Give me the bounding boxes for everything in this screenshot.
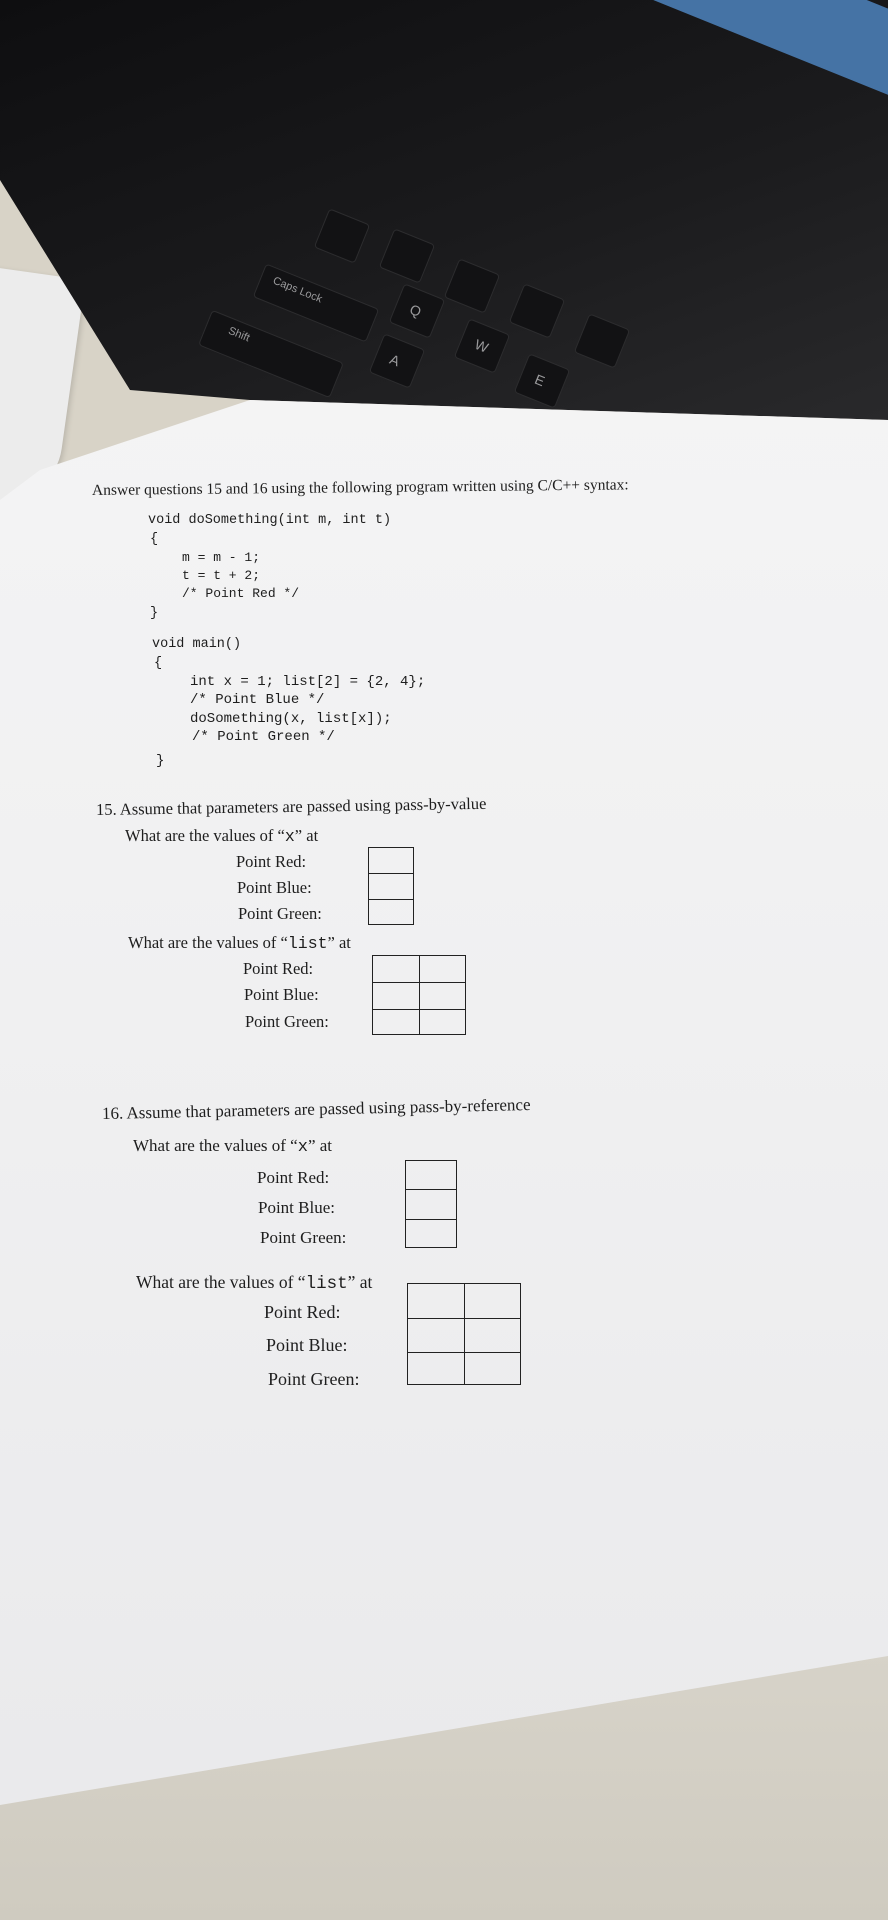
e-key-label: E: [532, 370, 548, 390]
q15-list-answer-box[interactable]: [372, 955, 466, 1035]
prompt-text: ” at: [347, 1272, 373, 1292]
q16-list-point-red-label: Point Red:: [264, 1302, 341, 1322]
code-line: doSomething(x, list[x]);: [190, 711, 392, 727]
code-line: int x = 1; list[2] = {2, 4};: [190, 674, 426, 690]
shift-label: Shift: [226, 324, 252, 345]
grid-line: [464, 1284, 465, 1384]
q16-x-prompt: [133, 1136, 332, 1157]
prompt-text: ” at: [294, 826, 319, 845]
q15-x-point-green-label: Point Green:: [238, 904, 322, 923]
q16-x-point-green-label: Point Green:: [260, 1228, 347, 1247]
variable-name: list: [287, 934, 328, 953]
q16-x-point-red-label: Point Red:: [257, 1168, 330, 1187]
q16-list-answer-box[interactable]: [407, 1283, 521, 1385]
code-line: {: [150, 532, 159, 547]
variable-name: x: [297, 1138, 308, 1157]
grid-line: [419, 956, 420, 1034]
grid-line: [406, 1219, 456, 1220]
q15-title: 15. Assume that parameters are passed using pass-by-value: [95, 793, 487, 819]
code-line: /* Point Red */: [182, 586, 300, 601]
q15-list-point-green-label: Point Green:: [245, 1012, 329, 1031]
variable-name: list: [305, 1274, 348, 1294]
q16-x-answer-box[interactable]: [405, 1160, 457, 1248]
code-line: m = m - 1;: [182, 550, 261, 565]
code-line: t = t + 2;: [182, 568, 261, 583]
q15-list-point-red-label: Point Red:: [243, 959, 314, 978]
prompt-text: ” at: [307, 1136, 333, 1155]
prompt-text: What are the values of “: [125, 826, 285, 845]
code-line: }: [150, 606, 159, 621]
q16-list-point-blue-label: Point Blue:: [266, 1335, 348, 1355]
q15-x-prompt: [125, 826, 318, 846]
prompt-text: What are the values of “: [128, 933, 288, 952]
code-line: /* Point Blue */: [190, 692, 325, 708]
q-key-label: Q: [407, 300, 424, 320]
q15-list-point-blue-label: Point Blue:: [244, 985, 319, 1004]
a-key-label: A: [387, 350, 403, 370]
grid-line: [369, 899, 413, 900]
q15-x-answer-box[interactable]: [368, 847, 414, 925]
prompt-text: What are the values of “: [133, 1136, 298, 1155]
laptop-keyboard: [0, 0, 888, 440]
q16-list-prompt: [136, 1272, 372, 1294]
prompt-text: What are the values of “: [136, 1272, 306, 1292]
code-line: }: [156, 753, 165, 769]
prompt-text: ” at: [327, 933, 351, 952]
intro-text: Answer questions 15 and 16 using the following program written using C/C++ syntax:: [91, 476, 629, 499]
variable-name: x: [284, 827, 295, 846]
q15-x-point-red-label: Point Red:: [236, 852, 307, 871]
code-line: /* Point Green */: [192, 729, 335, 745]
w-key-label: W: [472, 335, 491, 356]
grid-line: [369, 873, 413, 874]
q16-title: 16. Assume that parameters are passed using pass-by-reference: [101, 1095, 531, 1123]
q16-x-point-blue-label: Point Blue:: [258, 1198, 335, 1217]
q16-list-point-green-label: Point Green:: [268, 1369, 360, 1389]
code-line: void main(): [152, 637, 242, 652]
grid-line: [406, 1189, 456, 1190]
caps-lock-label: Caps Lock: [271, 274, 324, 306]
code-line: {: [154, 656, 163, 671]
q15-list-prompt: [128, 933, 351, 953]
q15-x-point-blue-label: Point Blue:: [237, 878, 312, 897]
code-line: void doSomething(int m, int t): [148, 513, 392, 528]
